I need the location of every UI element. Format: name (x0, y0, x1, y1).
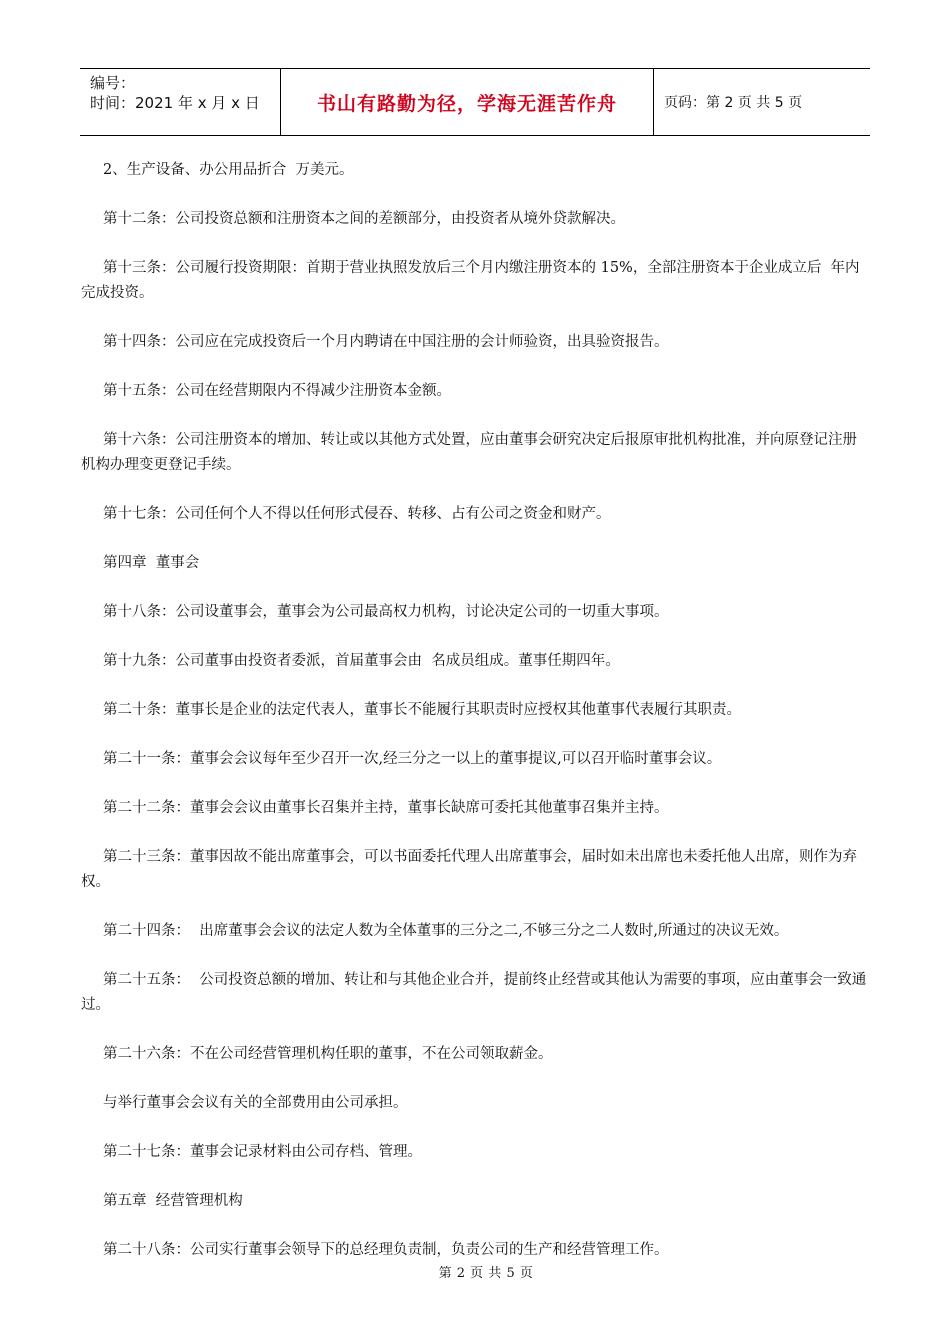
paragraph: 第十六条：公司注册资本的增加、转让或以其他方式处置，应由董事会研究决定后报原审批机构批准，并向原登记注册机构办理变更登记手续。 (81, 432, 857, 473)
paragraph: 第十七条：公司任何个人不得以任何形式侵吞、转移、占有公司之资金和财产。 (103, 506, 611, 522)
chapter-heading: 第四章 董事会 (103, 555, 200, 571)
paragraph: 第二十八条：公司实行董事会领导下的总经理负责制，负责公司的生产和经营管理工作。 (103, 1242, 669, 1258)
paragraph: 第二十五条： 公司投资总额的增加、转让和与其他企业合并，提前终止经营或其他认为需要的事项，应由董事会一致通过。 (81, 972, 867, 1013)
document-body (81, 158, 870, 1287)
chapter-heading: 第五章 经营管理机构 (103, 1193, 243, 1209)
page-header (80, 68, 870, 136)
paragraph: 第二十一条：董事会会议每年至少召开一次,经三分之一以上的董事提议,可以召开临时董事会议。 (103, 751, 722, 767)
paragraph: 第十九条：公司董事由投资者委派，首届董事会由 名成员组成。董事任期四年。 (103, 653, 620, 669)
paragraph: 第二十条：董事长是企业的法定代表人，董事长不能履行其职责时应授权其他董事代表履行其职责。 (103, 702, 741, 718)
document-date-label: 时间：2021 年 x 月 x 日 (90, 94, 260, 112)
header-page-info: 页码：第 2 页 共 5 页 (664, 95, 803, 111)
document-number-label: 编号： (90, 74, 136, 92)
paragraph: 第二十二条：董事会会议由董事长召集并主持，董事长缺席可委托其他董事召集并主持。 (103, 800, 669, 816)
paragraph: 第十二条：公司投资总额和注册资本之间的差额部分，由投资者从境外贷款解决。 (103, 211, 625, 227)
paragraph: 第十三条：公司履行投资期限：首期于营业执照发放后三个月内缴注册资本的 15%，全部注册资本于企业成立后 年内完成投资。 (81, 260, 860, 301)
page-footer: 第 2 页 共 5 页 (438, 1266, 534, 1281)
paragraph: 第十八条：公司设董事会，董事会为公司最高权力机构，讨论决定公司的一切重大事项。 (103, 604, 669, 620)
header-meta-cell (80, 69, 281, 135)
paragraph: 与举行董事会会议有关的全部费用由公司承担。 (103, 1095, 408, 1111)
paragraph: 第十五条：公司在经营期限内不得减少注册资本金额。 (103, 383, 451, 399)
header-motto: 书山有路勤为径，学海无涯苦作舟 (281, 69, 654, 135)
paragraph: 第二十三条：董事因故不能出席董事会，可以书面委托代理人出席董事会，届时如未出席也未委托他人出席，则作为弃权。 (81, 849, 857, 890)
paragraph: 第二十四条： 出席董事会会议的法定人数为全体董事的三分之二,不够三分之二人数时,所通过的决议无效。 (103, 923, 789, 939)
paragraph: 第二十六条：不在公司经营管理机构任职的董事，不在公司领取薪金。 (103, 1046, 553, 1062)
paragraph: 2、生产设备、办公用品折合 万美元。 (103, 162, 354, 178)
paragraph: 第二十七条：董事会记录材料由公司存档、管理。 (103, 1144, 422, 1160)
paragraph: 第十四条：公司应在完成投资后一个月内聘请在中国注册的会计师验资，出具验资报告。 (103, 334, 669, 350)
